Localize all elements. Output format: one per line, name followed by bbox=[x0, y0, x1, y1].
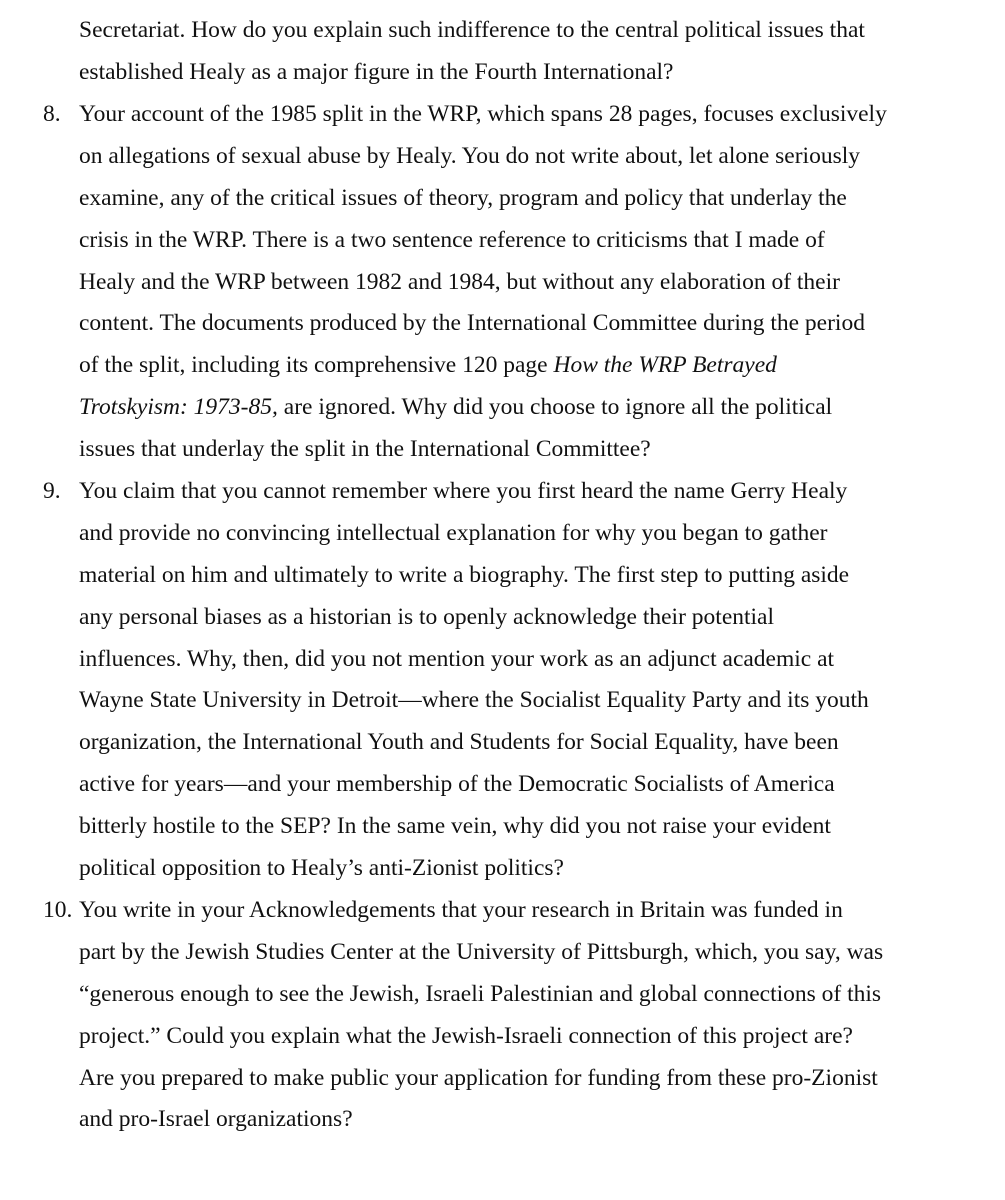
text-segment: are ignored. Why did you choose to ignore all the political bbox=[277, 394, 833, 420]
text-line: material on him and ultimately to write a biography. The first step to putting aside bbox=[79, 562, 850, 588]
text-line: Secretariat. How do you explain such indifference to the central political issues that bbox=[79, 17, 865, 43]
text-line: Are you prepared to make public your application for funding from these pro-Zionist bbox=[79, 1065, 878, 1091]
text-line: on allegations of sexual abuse by Healy. You do not write about, let alone seriously bbox=[79, 143, 861, 169]
text-line: active for years—and your membership of the Democratic Socialists of America bbox=[79, 771, 835, 797]
text-line: crisis in the WRP. There is a two sentence reference to criticisms that I made of bbox=[79, 227, 825, 253]
text-line: part by the Jewish Studies Center at the University of Pittsburgh, which, you say, was bbox=[79, 939, 884, 965]
text-line: examine, any of the critical issues of theory, program and policy that underlay the bbox=[79, 185, 847, 211]
text-line: and provide no convincing intellectual explanation for why you began to gather bbox=[79, 520, 828, 546]
text-line: content. The documents produced by the International Committee during the period bbox=[79, 310, 865, 336]
list-number: 10. bbox=[43, 897, 73, 923]
text-line: You write in your Acknowledgements that your research in Britain was funded in bbox=[79, 897, 843, 923]
text-line: influences. Why, then, did you not mention your work as an adjunct academic at bbox=[79, 646, 835, 672]
text-line: “generous enough to see the Jewish, Israeli Palestinian and global connections of this bbox=[79, 981, 882, 1007]
text-line: Wayne State University in Detroit—where the Socialist Equality Party and its youth bbox=[79, 687, 869, 713]
list-number: 9. bbox=[43, 478, 61, 504]
book-title-italic: How the WRP Betrayed bbox=[553, 352, 777, 378]
text-line: You claim that you cannot remember where you first heard the name Gerry Healy bbox=[79, 478, 848, 504]
text-line: organization, the International Youth and Students for Social Equality, have been bbox=[79, 729, 839, 755]
text-line bbox=[79, 351, 777, 379]
text-line: issues that underlay the split in the International Committee? bbox=[79, 436, 651, 462]
text-line: Your account of the 1985 split in the WRP, which spans 28 pages, focuses exclusively bbox=[79, 101, 887, 127]
text-line: project.” Could you explain what the Jewish-Israeli connection of this project are? bbox=[79, 1023, 853, 1049]
text-line: and pro-Israel organizations? bbox=[79, 1106, 353, 1132]
text-line: Healy and the WRP between 1982 and 1984, but without any elaboration of their bbox=[79, 269, 840, 295]
list-number: 8. bbox=[43, 101, 61, 127]
book-title-italic: Trotskyism: 1973-85, bbox=[79, 394, 278, 420]
text-line bbox=[79, 393, 832, 421]
text-line: bitterly hostile to the SEP? In the same vein, why did you not raise your evident bbox=[79, 813, 831, 839]
text-line: political opposition to Healy’s anti-Zionist politics? bbox=[79, 855, 564, 881]
text-line: any personal biases as a historian is to openly acknowledge their potential bbox=[79, 604, 775, 630]
text-segment: of the split, including its comprehensive 120 page bbox=[79, 352, 554, 378]
text-line: established Healy as a major figure in the Fourth International? bbox=[79, 59, 674, 85]
